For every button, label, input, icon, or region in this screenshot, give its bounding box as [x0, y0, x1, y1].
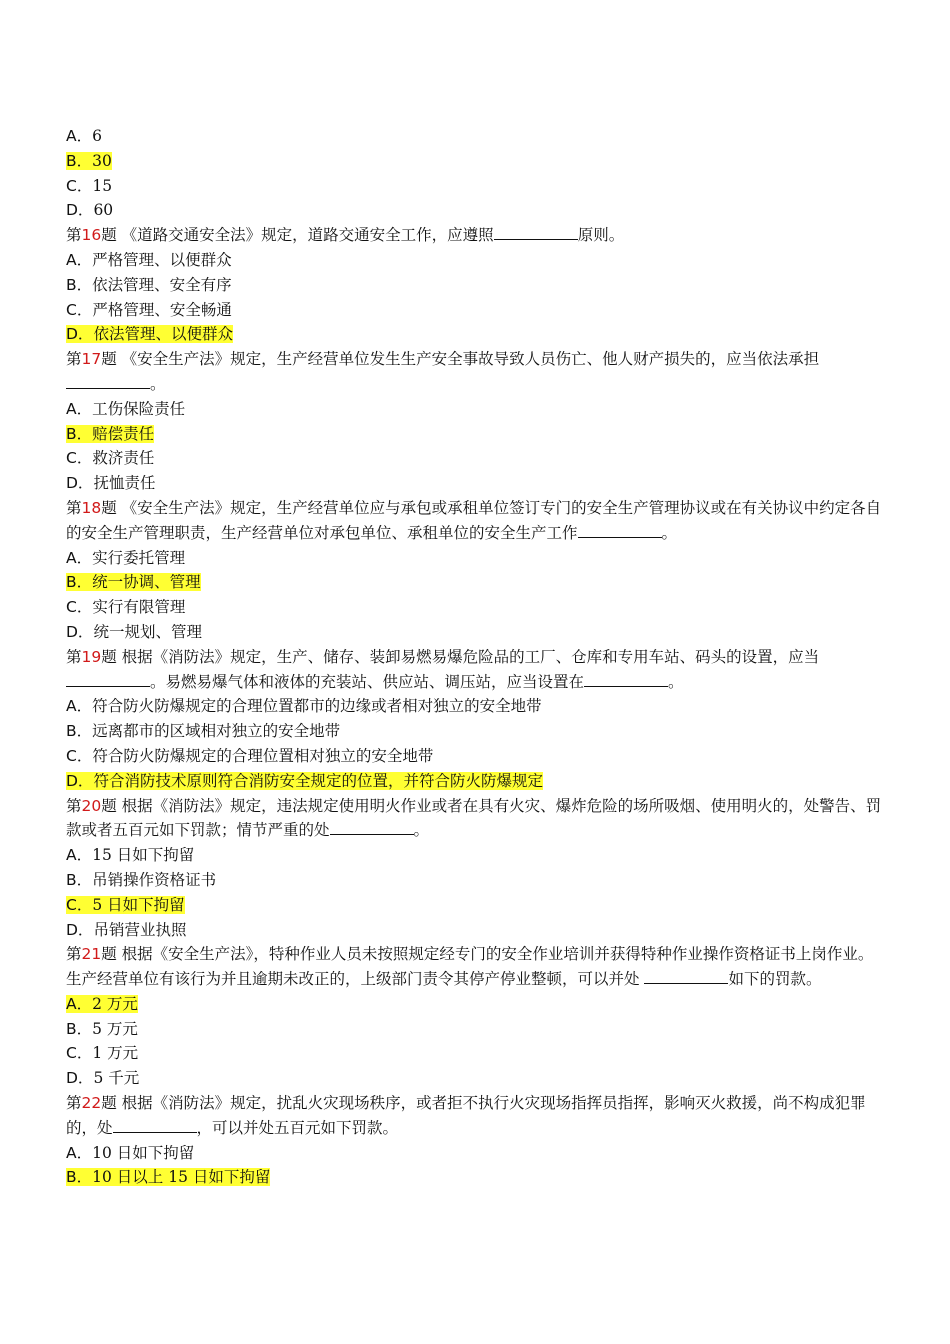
question-prefix: 第	[66, 945, 82, 964]
answer-option	[66, 149, 882, 174]
option-letter: B．	[66, 1019, 93, 1038]
option-text	[66, 846, 194, 864]
highlighted-answer	[66, 1168, 270, 1186]
option-label: 远离都市的区域相对独立的安全地带	[92, 722, 341, 741]
fill-in-blank	[644, 969, 728, 984]
option-label: 符合防火防爆规定的合理位置都市的边缘或者相对独立的安全地带	[92, 697, 542, 716]
question-prefix: 第	[66, 226, 82, 245]
answer-option	[66, 198, 882, 223]
option-label: 60	[93, 201, 114, 220]
highlighted-answer	[66, 896, 185, 914]
question-number: 19	[81, 647, 102, 666]
highlighted-answer	[66, 152, 112, 170]
option-label: 2 万元	[92, 994, 138, 1013]
question-number: 16	[81, 226, 102, 245]
option-letter: C．	[66, 895, 93, 914]
option-letter: B．	[66, 1168, 93, 1187]
answer-option	[66, 1165, 882, 1190]
option-label: 赔偿责任	[92, 424, 155, 443]
option-label: 救济责任	[92, 449, 155, 468]
option-text	[66, 474, 155, 492]
answer-option	[66, 843, 882, 868]
option-text	[66, 177, 112, 195]
option-label: 严格管理、以便群众	[92, 250, 232, 269]
question-number: 17	[81, 350, 102, 369]
answer-option	[66, 1017, 882, 1042]
exam-page	[66, 124, 882, 1190]
question-text: 。易燃易爆气体和液体的充装站、供应站、调压站，应当设置在	[150, 672, 585, 691]
option-text	[66, 747, 433, 765]
question-text: ，可以并处五百元如下罚款。	[196, 1118, 399, 1137]
option-label: 30	[92, 151, 112, 170]
option-letter: D．	[66, 920, 94, 939]
question-text: 。	[413, 821, 430, 840]
option-label: 1 万元	[92, 1044, 139, 1063]
question-text: 题 《安全生产法》规定，生产经营单位应与承包或承租单位签订专门的安全生产管理协议或在有关协议中约定各自的安全生产管理职责，生产经营单位对承包单位、承租单位的安全生产工作	[66, 498, 882, 542]
question-prefix: 第	[66, 647, 82, 666]
option-label: 实行有限管理	[92, 598, 186, 617]
option-text	[66, 1020, 138, 1038]
option-letter: A．	[66, 399, 93, 418]
highlighted-answer	[66, 425, 154, 443]
question-number: 20	[81, 796, 102, 815]
option-label: 5 万元	[92, 1019, 138, 1038]
option-letter: A．	[66, 1143, 93, 1162]
option-letter: B．	[66, 275, 93, 294]
fill-in-blank	[66, 672, 150, 687]
option-text	[66, 449, 154, 467]
answer-option	[66, 273, 882, 298]
option-text	[66, 623, 202, 641]
option-label: 15	[92, 176, 113, 195]
option-label: 5 日如下拘留	[92, 895, 185, 914]
answer-option	[66, 769, 882, 794]
option-letter: D．	[66, 622, 94, 641]
option-text	[66, 1044, 138, 1062]
option-letter: C．	[66, 176, 93, 195]
option-label: 吊销营业执照	[93, 920, 187, 939]
answer-option	[66, 322, 882, 347]
answer-option	[66, 1041, 882, 1066]
option-letter: B．	[66, 722, 93, 741]
option-letter: B．	[66, 424, 93, 443]
answer-option	[66, 992, 882, 1017]
question-text: 如下的罚款。	[728, 970, 822, 989]
option-letter: A．	[66, 250, 93, 269]
option-label: 统一规划、管理	[93, 622, 202, 641]
option-letter: D．	[66, 201, 94, 220]
option-letter: C．	[66, 746, 93, 765]
question-number: 22	[81, 1094, 102, 1113]
answer-option	[66, 471, 882, 496]
option-label: 5 千元	[93, 1069, 140, 1088]
option-text	[66, 1069, 139, 1087]
option-letter: B．	[66, 870, 93, 889]
question-prefix: 第	[66, 1094, 82, 1113]
question-text: 题 根据《消防法》规定，违法规定使用明火作业或者在具有火灾、爆炸危险的场所吸烟、使用明火的，处警告、罚款或者五百元如下罚款；情节严重的处	[66, 796, 882, 840]
option-label: 实行委托管理	[92, 548, 186, 567]
option-label: 15 日如下拘留	[92, 846, 195, 865]
option-letter: A．	[66, 846, 93, 865]
option-text	[66, 201, 113, 219]
option-text	[66, 1144, 194, 1162]
answer-option	[66, 744, 882, 769]
option-text	[66, 598, 185, 616]
option-letter: B．	[66, 573, 93, 592]
option-text	[66, 697, 542, 715]
question-18	[66, 496, 882, 546]
question-text: 。	[150, 374, 166, 393]
option-letter: D．	[66, 1069, 94, 1088]
answer-option	[66, 719, 882, 744]
option-text	[66, 251, 232, 269]
option-label: 严格管理、安全畅通	[92, 300, 232, 319]
option-letter: C．	[66, 598, 93, 617]
question-number: 21	[81, 945, 102, 964]
highlighted-answer	[66, 325, 233, 343]
question-text: 题 根据《安全生产法》，特种作业人员未按照规定经专门的安全作业培训并获得特种作业操作资格证书上岗作业。生产经营单位有该行为并且逾期未改正的，上级部门责令其停产停业整顿，可以并处	[66, 945, 874, 989]
option-letter: D．	[66, 325, 94, 344]
option-text	[66, 549, 185, 567]
fill-in-blank	[494, 225, 578, 240]
question-text: 题 《道路交通安全法》规定，道路交通安全工作，应遵照	[101, 226, 494, 245]
highlighted-answer	[66, 573, 201, 591]
option-label: 依法管理、以便群众	[93, 325, 233, 344]
question-21	[66, 942, 882, 992]
question-text: 。	[661, 523, 678, 542]
fill-in-blank	[113, 1118, 197, 1133]
option-label: 10 日以上 15 日如下拘留	[92, 1168, 271, 1187]
option-label: 6	[92, 127, 102, 145]
option-letter: A．	[66, 994, 93, 1013]
question-prefix: 第	[66, 498, 82, 517]
option-text	[66, 127, 102, 145]
question-text: 。	[668, 672, 684, 691]
option-letter: A．	[66, 697, 93, 716]
question-text: 题 根据《消防法》规定，扰乱火灾现场秩序，或者拒不执行火灾现场指挥员指挥，影响灭火救援，尚不构成犯罪的，处	[66, 1094, 866, 1137]
answer-option	[66, 546, 882, 571]
option-label: 依法管理、安全有序	[92, 275, 232, 294]
option-text	[66, 400, 185, 418]
fill-in-blank	[330, 820, 414, 835]
answer-option	[66, 248, 882, 273]
question-text: 题 《安全生产法》规定，生产经营单位发生生产安全事故导致人员伤亡、他人财产损失的，应当依法承担	[101, 350, 820, 369]
answer-option	[66, 446, 882, 471]
option-label: 符合消防技术原则符合消防安全规定的位置，并符合防火防爆规定	[93, 771, 543, 790]
question-22	[66, 1091, 882, 1141]
option-letter: C．	[66, 300, 93, 319]
option-letter: D．	[66, 771, 94, 790]
option-text	[66, 722, 340, 740]
option-text	[66, 921, 186, 939]
option-label: 符合防火防爆规定的合理位置相对独立的安全地带	[92, 746, 434, 765]
answer-option	[66, 868, 882, 893]
option-label: 吊销操作资格证书	[92, 870, 217, 889]
option-label: 统一协调、管理	[92, 573, 201, 592]
highlighted-answer	[66, 995, 138, 1013]
answer-option	[66, 694, 882, 719]
answer-option	[66, 620, 882, 645]
question-text: 题 根据《消防法》规定，生产、储存、装卸易燃易爆危险品的工厂、仓库和专用车站、码头的设置，应当	[101, 647, 820, 666]
fill-in-blank	[66, 374, 150, 389]
question-17	[66, 347, 882, 397]
question-text: 原则。	[577, 226, 625, 245]
option-letter: C．	[66, 449, 93, 468]
question-prefix: 第	[66, 796, 82, 815]
question-19	[66, 645, 882, 695]
question-number: 18	[81, 498, 102, 517]
option-letter: B．	[66, 151, 93, 170]
option-letter: A．	[66, 127, 93, 145]
option-text	[66, 301, 232, 319]
option-label: 10 日如下拘留	[92, 1143, 195, 1162]
option-label: 抚恤责任	[93, 474, 156, 493]
answer-option	[66, 570, 882, 595]
answer-option	[66, 1066, 882, 1091]
answer-option	[66, 174, 882, 199]
fill-in-blank	[578, 523, 662, 538]
question-16	[66, 223, 882, 248]
option-text	[66, 276, 232, 294]
option-text	[66, 871, 216, 889]
question-prefix: 第	[66, 350, 82, 369]
answer-option	[66, 918, 882, 943]
fill-in-blank	[584, 672, 668, 687]
option-letter: D．	[66, 474, 94, 493]
answer-option	[66, 422, 882, 447]
option-letter: C．	[66, 1044, 93, 1063]
question-20	[66, 794, 882, 844]
answer-option	[66, 124, 882, 149]
answer-option	[66, 595, 882, 620]
highlighted-answer	[66, 772, 543, 790]
answer-option	[66, 893, 882, 918]
answer-option	[66, 298, 882, 323]
answer-option	[66, 397, 882, 422]
answer-option	[66, 1141, 882, 1166]
option-letter: A．	[66, 548, 93, 567]
option-label: 工伤保险责任	[92, 399, 186, 418]
